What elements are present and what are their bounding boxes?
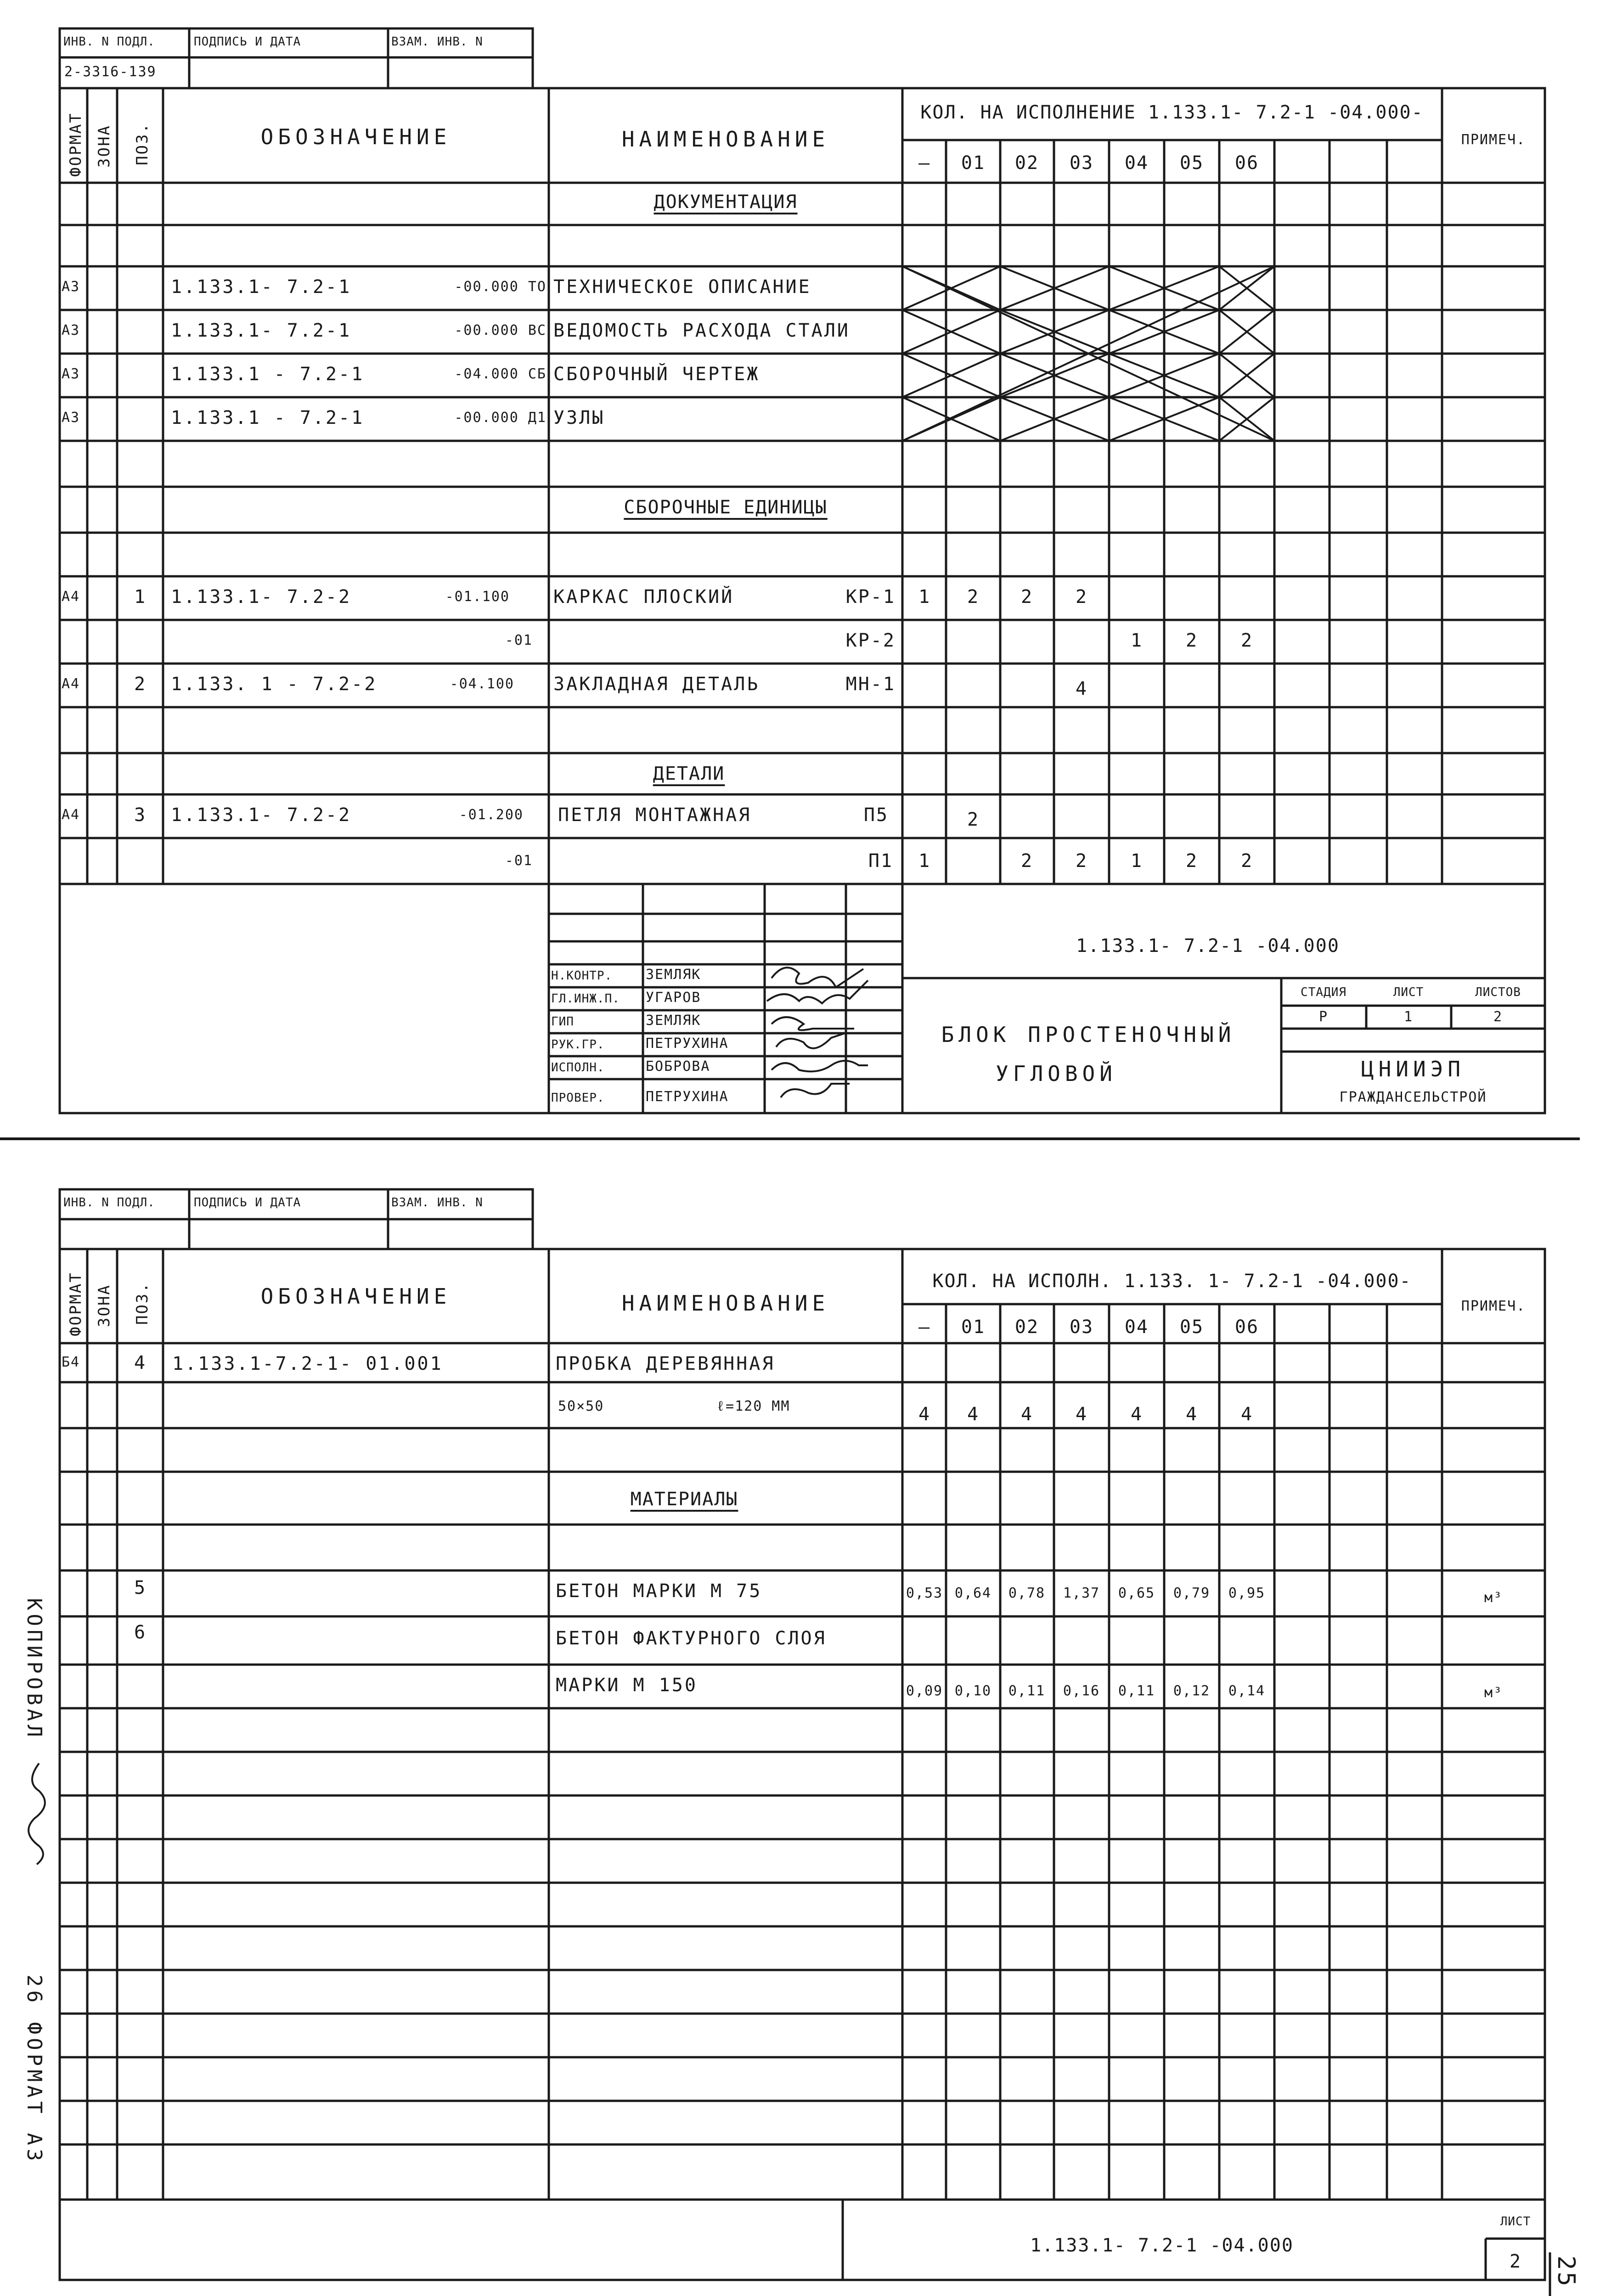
stamp-replace-label: ВЗАМ. ИНВ. N (391, 35, 483, 49)
margin-format-label: 26 ФОРМАТ А3 (23, 1975, 46, 2165)
qty-cell: 2 (1075, 850, 1088, 872)
qty-cell: 1 (918, 586, 931, 608)
sheet-label: ЛИСТ (1393, 985, 1424, 999)
stamp-inv-label: ИНВ. N ПОДЛ. (63, 1196, 155, 1210)
row-suffix: -01.200 (459, 807, 524, 823)
qty-cell: 2 (1185, 630, 1198, 651)
qty-cell: 4 (1075, 1404, 1088, 1425)
row-designation: 1.133.1 - 7.2-1 (171, 364, 365, 385)
row-format: А4 (62, 676, 80, 692)
qty-cell: 1,37 (1063, 1585, 1100, 1601)
margin-copy-label: КОПИРОВАЛ (23, 1598, 46, 1741)
sheets-label: ЛИСТОВ (1475, 985, 1521, 999)
qty-cell: 2 (1020, 586, 1033, 608)
row-unit: м³ (1484, 1685, 1503, 1701)
signature-name: БОБРОВА (646, 1058, 710, 1075)
qty-cell: 2 (1240, 850, 1253, 872)
variant-header: 03 (1069, 152, 1094, 174)
row-suffix: -00.000 ВС (454, 322, 546, 338)
row-name: 50×50 (558, 1398, 604, 1414)
signature-name: ПЕТРУХИНА (646, 1035, 729, 1052)
variant-header: — (918, 152, 931, 174)
qty-cell: 0,12 (1173, 1683, 1211, 1699)
header-name: НАИМЕНОВАНИЕ (621, 1291, 830, 1316)
stage-label: СТАДИЯ (1301, 985, 1346, 999)
qty-cell: 2 (967, 586, 980, 608)
row-designation: 1.133.1- 7.2-2 (171, 586, 352, 608)
header-quantity: КОЛ. НА ИСПОЛН. 1.133. 1- 7.2-1 -04.000- (932, 1271, 1412, 1292)
section-documentation: ДОКУМЕНТАЦИЯ (654, 191, 798, 213)
row-unit: м³ (1484, 1590, 1503, 1606)
qty-cell: 4 (967, 1404, 980, 1425)
qty-cell: 0,10 (954, 1683, 992, 1699)
variant-header: 04 (1124, 152, 1149, 174)
header-zone: ЗОНА (95, 1284, 113, 1327)
row-designation: 1.133.1-7.2-1- 01.001 (172, 1353, 443, 1374)
qty-cell: 4 (1240, 1404, 1253, 1425)
row-name: БЕТОН МАРКИ М 75 (556, 1581, 762, 1602)
variant-header: 01 (961, 1317, 986, 1338)
signature-name: ПЕТРУХИНА (646, 1089, 729, 1105)
qty-cell: 0,11 (1008, 1683, 1046, 1699)
qty-cell: 4 (1020, 1404, 1033, 1425)
row-suffix: -00.000 Д1 (454, 410, 546, 426)
signature-name: ЗЕМЛЯК (646, 967, 701, 983)
row-name: УЗЛЫ (553, 407, 605, 428)
row-name: ВЕДОМОСТЬ РАСХОДА СТАЛИ (553, 320, 850, 341)
header-pos: ПОЗ. (133, 1282, 152, 1325)
header-note: ПРИМЕЧ. (1461, 1298, 1526, 1314)
stamp-signature-label: ПОДПИСЬ И ДАТА (194, 35, 301, 49)
row-suffix: -04.100 (450, 676, 514, 692)
variant-header: 03 (1069, 1317, 1094, 1338)
row-designation: 1.133.1- 7.2-1 (171, 276, 352, 298)
page-number: 25 (1552, 2256, 1580, 2288)
section-materials: МАТЕРИАЛЫ (630, 1489, 738, 1510)
row-name: СБОРОЧНЫЙ ЧЕРТЕЖ (553, 364, 760, 385)
qty-cell: 0,78 (1008, 1585, 1046, 1601)
row-mark: П1 (868, 850, 893, 872)
qty-cell: 1 (1130, 850, 1143, 872)
row-pos: 2 (134, 674, 146, 695)
variant-header: 05 (1179, 152, 1204, 174)
header-format: ФОРМАТ (67, 112, 85, 177)
row-suffix: -01 (505, 632, 533, 648)
variant-header: 06 (1234, 1317, 1259, 1338)
row-name: ТЕХНИЧЕСКОЕ ОПИСАНИЕ (553, 276, 811, 298)
qty-cell: 0,53 (906, 1585, 943, 1601)
variant-header: 04 (1124, 1317, 1149, 1338)
sheet-value: 2 (1509, 2251, 1522, 2272)
row-name: ПРОБКА ДЕРЕВЯННАЯ (556, 1353, 775, 1374)
row-suffix: -00.000 ТО (454, 279, 546, 295)
row-format: А3 (62, 322, 80, 338)
organization-subname: ГРАЖДАНСЕЛЬСТРОЙ (1339, 1089, 1487, 1105)
header-designation: ОБОЗНАЧЕНИЕ (260, 124, 451, 149)
row-format: А4 (62, 589, 80, 605)
signature-name: ЗЕМЛЯК (646, 1013, 701, 1029)
signature-role: ПРОВЕР. (551, 1091, 605, 1105)
title-code: 1.133.1- 7.2-1 -04.000 (1030, 2235, 1294, 2256)
row-name: МАРКИ М 150 (556, 1675, 698, 1696)
signature-name: УГАРОВ (646, 990, 701, 1006)
signature-role: ИСПОЛН. (551, 1061, 605, 1075)
row-format: Б4 (62, 1354, 80, 1370)
qty-cell: 0,79 (1173, 1585, 1211, 1601)
row-designation: 1.133.1- 7.2-1 (171, 320, 352, 341)
qty-cell: 0,95 (1228, 1585, 1266, 1601)
stamp-signature-label: ПОДПИСЬ И ДАТА (194, 1196, 301, 1210)
title-name-line-1: БЛОК ПРОСТЕНОЧНЫЙ (941, 1022, 1236, 1047)
row-name: ПЕТЛЯ МОНТАЖНАЯ (558, 805, 752, 826)
qty-cell: 0,09 (906, 1683, 943, 1699)
row-format: А3 (62, 410, 80, 426)
header-format: ФОРМАТ (67, 1272, 85, 1336)
qty-cell: 2 (1075, 586, 1088, 608)
qty-cell: 4 (1075, 678, 1088, 699)
qty-cell: 1 (918, 850, 931, 872)
variant-header: 05 (1179, 1317, 1204, 1338)
row-pos: 4 (134, 1352, 146, 1373)
qty-cell: 4 (1130, 1404, 1143, 1425)
qty-cell: 0,11 (1118, 1683, 1155, 1699)
signature-role: РУК.ГР. (551, 1038, 605, 1052)
row-format: А3 (62, 366, 80, 382)
qty-cell: 0,16 (1063, 1683, 1100, 1699)
qty-cell: 2 (1020, 850, 1033, 872)
sheets-value: 2 (1493, 1009, 1503, 1025)
row-format: А4 (62, 807, 80, 823)
qty-cell: 2 (1185, 850, 1198, 872)
variant-header: 06 (1234, 152, 1259, 174)
variant-header: 02 (1014, 152, 1039, 174)
row-pos: 3 (134, 805, 146, 826)
organization-name: ЦНИИЭП (1361, 1057, 1465, 1081)
header-note: ПРИМЕЧ. (1461, 132, 1526, 148)
row-name: ЗАКЛАДНАЯ ДЕТАЛЬ (553, 674, 760, 695)
row-suffix: -01.100 (445, 589, 510, 605)
section-parts: ДЕТАЛИ (653, 763, 725, 784)
handwritten-signatures (753, 946, 873, 1111)
signature-role: ГЛ.ИНЖ.П. (551, 992, 620, 1006)
sheet-label: ЛИСТ (1500, 2215, 1531, 2228)
qty-cell: 1 (1130, 630, 1143, 651)
row-designation: 1.133.1- 7.2-2 (171, 805, 352, 826)
stage-value: Р (1318, 1009, 1329, 1025)
qty-cell: 0,14 (1228, 1683, 1266, 1699)
row-name: БЕТОН ФАКТУРНОГО СЛОЯ (556, 1628, 827, 1649)
title-code: 1.133.1- 7.2-1 -04.000 (1076, 935, 1340, 957)
variant-header: — (918, 1317, 931, 1338)
row-designation: 1.133.1 - 7.2-1 (171, 407, 365, 428)
row-name: КАРКАС ПЛОСКИЙ (553, 586, 734, 608)
header-pos: ПОЗ. (133, 122, 152, 165)
row-name: ℓ=120 ММ (716, 1398, 790, 1414)
qty-cell: 2 (967, 809, 980, 830)
row-pos: 6 (134, 1622, 146, 1643)
row-pos: 1 (134, 586, 146, 608)
row-suffix: -04.000 СБ (454, 366, 546, 382)
header-quantity: КОЛ. НА ИСПОЛНЕНИЕ 1.133.1- 7.2-1 -04.000- (920, 102, 1424, 123)
row-mark: КР-2 (845, 630, 896, 651)
stamp-inv-label: ИНВ. N ПОДЛ. (63, 35, 155, 49)
row-designation: 1.133. 1 - 7.2-2 (171, 674, 377, 695)
row-mark: МН-1 (845, 674, 896, 695)
row-pos: 5 (134, 1577, 146, 1598)
stamp-replace-label: ВЗАМ. ИНВ. N (391, 1196, 483, 1210)
row-format: А3 (62, 279, 80, 295)
qty-cell: 4 (918, 1404, 931, 1425)
qty-cell: 2 (1240, 630, 1253, 651)
signature-role: Н.КОНТР. (551, 969, 613, 983)
title-name-line-2: УГЛОВОЙ (996, 1061, 1117, 1086)
variant-header: 01 (961, 152, 986, 174)
qty-cell: 0,64 (954, 1585, 992, 1601)
variant-header: 02 (1014, 1317, 1039, 1338)
section-assemblies: СБОРОЧНЫЕ ЕДИНИЦЫ (624, 497, 828, 518)
qty-cell: 4 (1185, 1404, 1198, 1425)
row-mark: КР-1 (845, 586, 896, 608)
sheet-value: 1 (1403, 1009, 1414, 1025)
header-name: НАИМЕНОВАНИЕ (621, 127, 830, 152)
signature-role: ГИП (551, 1015, 574, 1029)
row-mark: П5 (863, 805, 889, 826)
margin-handwritten-signature (21, 1759, 53, 1869)
header-designation: ОБОЗНАЧЕНИЕ (260, 1284, 451, 1309)
inventory-number: 2-3316-139 (64, 64, 157, 80)
header-zone: ЗОНА (95, 124, 113, 168)
row-suffix: -01 (505, 853, 533, 869)
qty-cell: 0,65 (1118, 1585, 1155, 1601)
